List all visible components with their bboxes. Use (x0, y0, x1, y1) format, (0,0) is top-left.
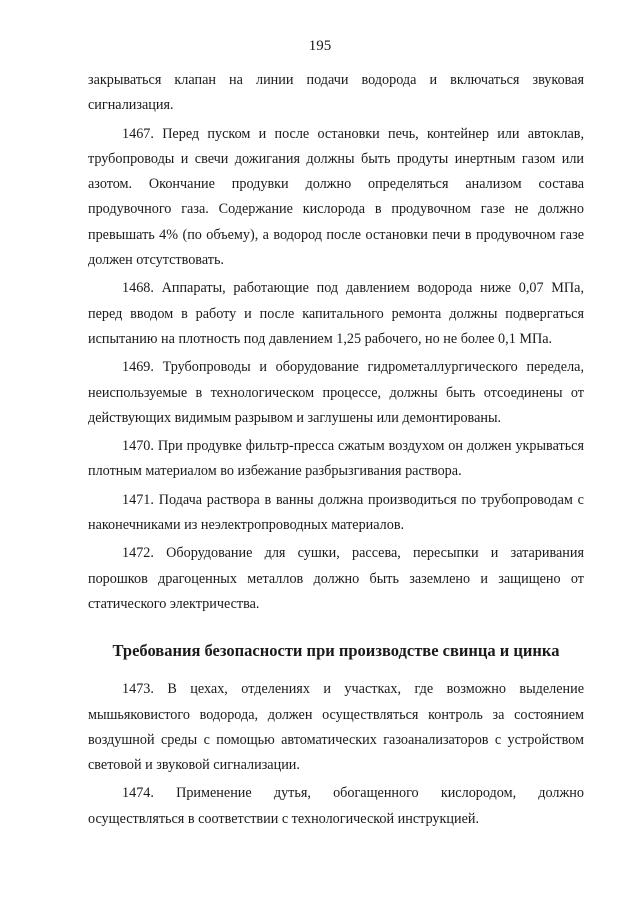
paragraph-1469: 1469. Трубопроводы и оборудование гидрометаллургического передела, неиспользуемые в технологическом процессе, должны быть отсоединены от действующих видимым разрывом и заглушены или демонтированы. (88, 359, 584, 426)
paragraph-1471: 1471. Подача раствора в ванны должна производиться по трубопроводам с наконечниками из неэлектропроводных материалов. (88, 491, 584, 534)
page-content (88, 68, 584, 835)
page-number: 195 (308, 38, 332, 54)
paragraph-1474: 1474. Применение дутья, обогащенного кислородом, должно осуществляться в соответствии с технологической инструкцией. (88, 785, 584, 827)
paragraph-1467: 1467. Перед пуском и после остановки печь, контейнер или автоклав, трубопроводы и свечи дожигания должны быть продуты инертным газом или азотом. Окончание продувки должно определяться анализом состава продувочного газа. Содержание кислорода в продувочном газе не должно превышать 4% (по объему), а водород после остановки печи в продувочном газе должен отсутствовать. (88, 125, 584, 269)
paragraph-1472: 1472. Оборудование для сушки, рассева, пересыпки и затаривания порошков драгоценных металлов должно быть заземлено и защищено от статического электричества. (88, 545, 584, 612)
paragraph-1468: 1468. Аппараты, работающие под давлением водорода ниже 0,07 МПа, перед вводом в работу и после капитального ремонта должны подвергаться испытанию на плотность под давлением 1,25 рабочего, но не более 0,1 МПа. (88, 280, 584, 347)
section-heading: Требования безопасности при производстве свинца и цинка (112, 641, 560, 661)
paragraph-1473: 1473. В цехах, отделениях и участках, где возможно выделение мышьяковистого водорода, должен осуществляться контроль за состоянием воздушной среды с помощью автоматических газоанализаторов с устройством световой и звуковой сигнализации. (88, 681, 584, 774)
paragraph-continuation: закрываться клапан на линии подачи водорода и включаться звуковая сигнализация. (88, 72, 584, 114)
paragraph-1470: 1470. При продувке фильтр-пресса сжатым воздухом он должен укрываться плотным материалом во избежание разбрызгивания раствора. (88, 438, 584, 480)
